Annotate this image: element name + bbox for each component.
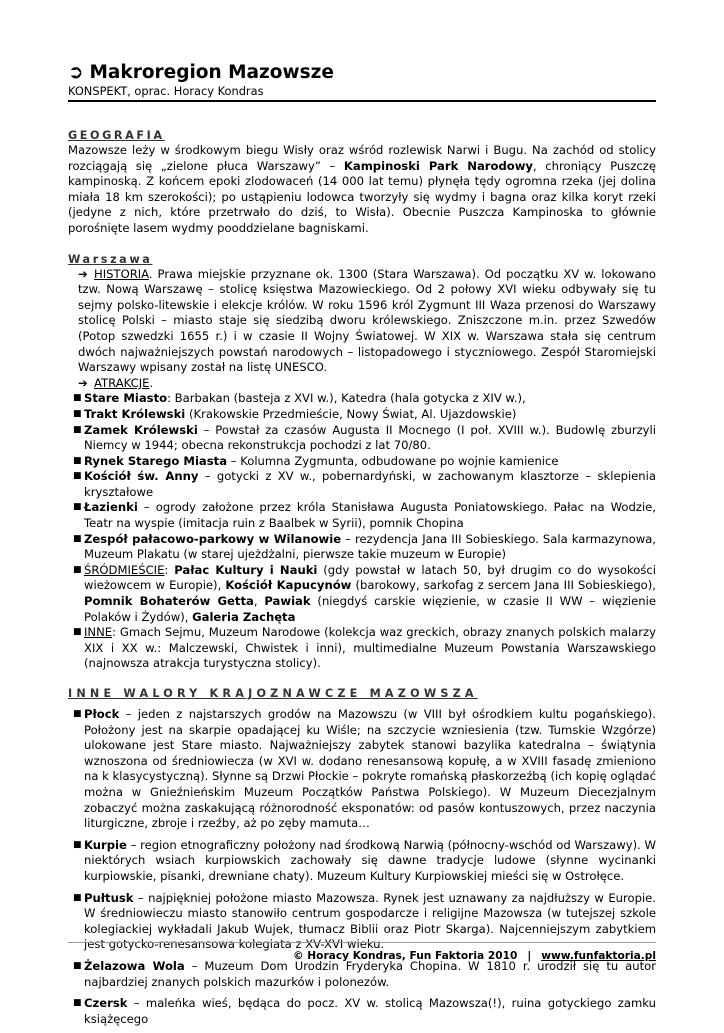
srodmiescie-label: ŚRÓDMIEŚCIE [84, 562, 165, 577]
historia-text: . Prawa miejskie przyznane ok. 1300 (Stara Warszawa). Od początku XV w. lokowano tzw. Nową Warszawę – stolicę księstwa Mazowieckiego. Od 2 połowy XVI wieku odbywały się tu sejmy polsko-litewskie i elekcje królów. W roku 1596 król Zygmunt III Waza przenosi do Warszawy stolicę Polski – miasto staje się siedzibą dworu królewskiego. Zniszczone m.in. przez Szwedów (Potop szwedzki 1655 r.) i w czasie II Wojny Światowej. W XIX w. Warszawa stała się centrum dwóch najważniejszych powstań narodowych – listopadowego i styczniowego. Zespół Staromiejski Warszawy wpisany został na listę UNESCO. [78, 266, 656, 375]
atrakcje-dot: . [149, 375, 154, 390]
list-item [68, 707, 656, 832]
srodmiescie-colon: : [164, 562, 175, 577]
bullet-icon: ■ [73, 839, 82, 850]
item-text: (Krakowskie Przedmieście, Nowy Świat, Al. Ujazdowskie) [185, 406, 517, 421]
bullet-icon: ■ [73, 627, 82, 638]
item-text: – Muzeum Dom Urodzin Fryderyka Chopina. W 1810 r. urodził się tu autor najbardziej znanych polskich mazurków i polonezów. [84, 958, 656, 989]
item-bold: Zespół pałacowo-parkowy w Wilanowie [84, 531, 342, 546]
item-text: (gdy powstał w latach 50, był drugim co do wysokości wieżowcem w Europie), [84, 562, 656, 593]
bullet-icon: ■ [73, 564, 82, 575]
list-item [68, 838, 656, 885]
page-subtitle: KONSPEKT, oprac. Horacy Kondras [68, 84, 656, 102]
heading-inne-walory: INNE WALORY KRAJOZNAWCZE MAZOWSZA [68, 687, 478, 700]
arrow-right-icon: ➔ [78, 266, 88, 281]
footer-separator: | [527, 950, 532, 962]
item-bold: Rynek Starego Miasta [84, 453, 228, 468]
item-text: – jeden z najstarszych grodów na Mazowszu (w VIII był ośrodkiem kultu pogańskiego). Położony jest na skarpie opadającej ku Wiśle; na szczycie wzniesienia (tzw. Tumskie Wzgórze) ulokowane jest Stare miasto. Najważniejszy zabytek stanowi bazylika katedralna – świątynia wznoszona od średniowiecza (w XVI w. dodano renesansową kopułę, a w XVIII fasadę zmieniono na k klasycystyczną). Słynne są Drzwi Płockie – pokryte romańską płaskorzeźbą (ich kopię oglądać można w Gnieźnieńskim Muzeum Początków Państwa Polskiego). W Muzeum Diecezjalnym zobaczyć można zaskakującą różnorodność eksponatów: od pasów kontuszowych, przez naczynia liturgiczne, zbroje i rzeźby, aż po zęby mamuta… [84, 707, 657, 831]
item-bold: Kurpie [84, 837, 127, 852]
bullet-icon: ■ [73, 533, 82, 544]
item-bold: Zamek Królewski [84, 422, 198, 437]
atrakcje-list [68, 391, 656, 672]
page-title [68, 62, 656, 84]
inne-label: INNE [84, 625, 113, 640]
walory-list [68, 707, 656, 1027]
bullet-icon: ■ [73, 960, 82, 971]
list-item [68, 423, 656, 454]
geografia-paragraph [68, 143, 656, 237]
item-bold: Stare Miasto [84, 391, 168, 406]
list-item [68, 996, 656, 1027]
bullet-icon: ■ [73, 471, 82, 482]
bullet-icon: ■ [73, 424, 82, 435]
bullet-icon: ■ [73, 393, 82, 404]
bullet-icon: ■ [73, 709, 82, 719]
bullet-icon: ■ [73, 408, 82, 419]
list-item-inne [68, 625, 656, 672]
item-bold: Pułtusk [84, 890, 134, 905]
list-item [68, 391, 656, 407]
item-bold: Pałac Kultury i Nauki [174, 562, 318, 577]
bullet-icon: ■ [73, 502, 82, 513]
item-text: : Barbakan (basteja z XVI w.), Katedra (hala gotycka z XIV w.), [167, 391, 526, 406]
item-text: (niegdyś carskie więzienie, w czasie II WW – więzienie Polaków i Żydów), [84, 594, 656, 624]
geografia-bold: Kampinoski Park Narodowy [343, 158, 533, 173]
item-text: – rezydencja Jana III Sobieskiego. Sala karmazynowa, Muzeum Plakatu (w starej ujeżdżalni, pierwsze takie muzeum w Europie) [84, 531, 656, 562]
item-text: – Kolumna Zygmunta, odbudowane po wojnie kamienice [227, 453, 559, 468]
list-item [68, 500, 656, 531]
bullet-icon: ■ [73, 455, 82, 466]
item-text: – najpiękniej położone miasto Mazowsza. Rynek jest uznawany za najdłuższy w Europie. W średniowieczu miasto stanowiło centrum gospodarcze i religijne Mazowsza (w tutejszej szkole kolegiackiej wykładali Jakub Wujek, tłumacz Biblii oraz Piotr Skarga). Najcenniejszym zabytkiem jest gotycko-renesansowa kolegiata z XV-XVI wieku. [84, 890, 656, 952]
item-bold: Płock [84, 707, 120, 721]
section-geografia [68, 128, 656, 237]
item-text: – Powstał za czasów Augusta II Mocnego (I poł. XVIII w.). Budowlę zburzyli Niemcy w 1944; obecna rekonstrukcja pochodzi z lat 70/80. [84, 422, 656, 453]
section-warszawa [68, 252, 656, 672]
item-bold: Czersk [84, 996, 128, 1011]
arrow-right-icon: ➔ [78, 375, 88, 390]
item-text: : Gmach Sejmu, Muzeum Narodowe (kolekcja waz greckich, obrazy znanych polskich malarzy XIX i XX w.: Malczewski, Chwistek i inni), multimedialne Muzeum Powstania Warszawskiego (najnowsza atrakcja turystyczna stolicy). [84, 625, 656, 671]
item-bold: Trakt Królewski [84, 406, 186, 421]
page-footer [68, 942, 656, 962]
heading-geografia: GEOGRAFIA [68, 129, 165, 142]
item-text: , [253, 594, 265, 609]
item-text: – ogrody założone przez króla Stanisława Augusta Poniatowskiego. Pałac na Wodzie, Teatr na wyspie (imitacja ruin z Baalbek w Syrii), pomnik Chopina [84, 500, 656, 531]
footer-copyright: © Horacy Kondras, Fun Faktoria 2010 [293, 950, 518, 962]
section-inne-walory [68, 686, 656, 1027]
list-item [68, 532, 656, 563]
item-text: – region etnograficzny położony nad środkową Narwią (północny-wschód od Warszawy). W niektórych wsiach kurpiowskich zachowały się dawne tradycje ludowe (słynne wycinanki kurpiowskie, pisanki, drewniane chaty). Muzeum Kultury Kurpiowskiej mieści się w Ostrołęce. [84, 837, 656, 883]
historia-label: HISTORIA [94, 266, 149, 281]
atrakcje-line [68, 376, 656, 392]
item-bold: Kościół św. Anny [84, 469, 199, 484]
list-item [68, 407, 656, 423]
item-bold: Żelazowa Wola [84, 958, 185, 973]
bullet-icon: ■ [73, 998, 82, 1009]
document-page [68, 62, 656, 1033]
item-bold: Kościół Kapucynów [225, 578, 352, 593]
historia-paragraph [68, 267, 656, 376]
footer-link[interactable]: www.funfaktoria.pl [541, 950, 656, 962]
atrakcje-label: ATRAKCJE [94, 375, 150, 390]
geografia-text-a: Mazowsze leży w środkowym biegu Wisły oraz wśród rozlewisk Narwi i Bugu. Na zachód od stolicy rozciągają się „zielone płuca Warszawy” – [68, 143, 656, 173]
geografia-text-b: , chroniący Puszczę kampinoską. Z końcem epoki zlodowaceń (14 000 lat temu) płynęła tędy ogromna rzeka (jej dolina miała 18 km szerokości); po ustąpieniu lodowca tworzyły się wydmy i bagna oraz kilka koryt rzeki (jedyne z nich, które przetrwało do dziś, to Wisła). Obecnie Puszcza Kampinoska to głównie porośnięte lasem wydmy pooddzielane bagniskami. [68, 158, 656, 235]
item-bold: Pomnik Bohaterów Getta [84, 594, 254, 609]
item-text: – gotycki z XV w., pobernardyński, w zachowanym klasztorze – sklepienia kryształowe [84, 469, 656, 499]
list-item [68, 469, 656, 500]
bullet-icon: ■ [73, 892, 82, 903]
title-text: Makroregion Mazowsze [89, 62, 334, 83]
item-text: (barokowy, sarkofag z sercem Jana III Sobieskiego), [351, 578, 656, 593]
item-bold: Galeria Zachęta [192, 609, 296, 624]
item-bold: Łazienki [84, 500, 138, 515]
item-text: – maleńka wieś, będąca do pocz. XV w. stolicą Mazowsza(!), ruina gotyckiego zamku książęcego [84, 996, 656, 1026]
list-item [68, 454, 656, 470]
heading-warszawa: Warszawa [68, 252, 153, 266]
list-item [68, 959, 656, 990]
list-item-srodmiescie [68, 563, 656, 625]
arrow-icon: ➲ [68, 62, 84, 83]
item-bold: Pawiak [264, 594, 311, 609]
